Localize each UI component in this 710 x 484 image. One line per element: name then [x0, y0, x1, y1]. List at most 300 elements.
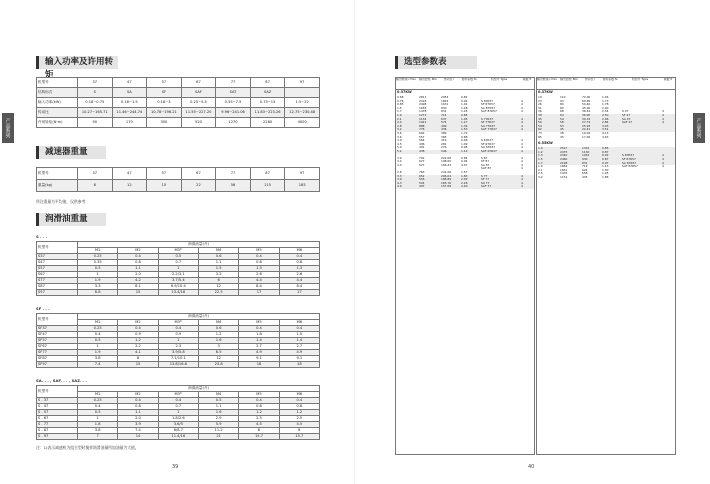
- selection-cell: 1.0: [538, 146, 543, 151]
- selection-cell: 3.51: [602, 127, 609, 132]
- selection-cell: 637: [441, 116, 447, 121]
- oil-cell: 1.1: [118, 266, 158, 272]
- oil-cell: 0.5: [78, 338, 118, 344]
- selection-cell: 0.84: [461, 155, 468, 160]
- table-cell: 77: [216, 168, 251, 180]
- oil-cell: 0.8: [118, 260, 158, 266]
- oil-cell: 3.8: [78, 356, 118, 362]
- selection-cell: 888: [419, 123, 425, 128]
- selection-cell: 4: [521, 116, 523, 121]
- selection-cell: SAF 67R37: [481, 149, 497, 153]
- oil-cell: 4.5: [279, 422, 319, 428]
- selection-cell: 4: [662, 160, 664, 165]
- mount-position-header: M3¹⁾: [158, 392, 198, 398]
- selection-cell: 1.57: [461, 170, 468, 174]
- oil-cell: 4.9: [239, 350, 279, 356]
- selection-cell: 23: [538, 98, 542, 103]
- selection-row: [536, 136, 676, 140]
- selection-cell: 831: [582, 160, 588, 165]
- selection-cell: 1134: [419, 116, 427, 121]
- selection-cell: 1151: [560, 175, 568, 179]
- oil-cell: 8: [279, 428, 319, 434]
- selection-cell: 4: [521, 162, 523, 167]
- oil-cell: 1.6: [198, 410, 238, 416]
- selection-cell: 4: [521, 149, 523, 153]
- table-row: [37, 98, 320, 108]
- selection-cell: 93: [560, 98, 564, 103]
- group-sf-label: SF . . .: [36, 306, 50, 311]
- table-cell: 97: [285, 78, 320, 88]
- mount-position-header: M6: [279, 320, 319, 326]
- selection-cell: 524: [419, 180, 425, 185]
- selection-cell: 574: [441, 120, 447, 125]
- oil-volume-header: 润滑油量(升): [78, 242, 320, 248]
- selection-cell: 0.88: [461, 134, 468, 139]
- mount-position-header: M5: [239, 320, 279, 326]
- page-number-right: 40: [528, 464, 535, 470]
- selection-cell: 4: [662, 116, 664, 121]
- selection-cell: 38: [560, 131, 564, 135]
- selection-cell: S 87: [481, 155, 488, 160]
- table-cell: 10.27~165.71: [78, 108, 113, 118]
- weight-note: 所注重量为平均值，仅供参考: [36, 199, 86, 204]
- selection-col-header: 极数 P: [522, 77, 532, 81]
- selection-cell: 702: [419, 155, 425, 160]
- table-cell: 10.78~196.21: [147, 108, 182, 118]
- selection-cell: 2.8: [397, 170, 402, 174]
- selection-cell: 4.07: [461, 162, 468, 167]
- selection-cell: 1.28: [461, 105, 468, 110]
- selection-cell: 4: [521, 141, 523, 146]
- selection-cell: 35: [560, 134, 564, 139]
- mount-position-header: M3¹⁾: [158, 248, 198, 254]
- oil-cell: 7: [78, 434, 118, 440]
- oil-cell: 7.1/10.1: [158, 356, 198, 362]
- selection-cell: 45.00: [582, 105, 591, 110]
- mount-position-header: M4: [198, 320, 238, 326]
- selection-cell: 50.40: [582, 102, 591, 107]
- selection-cell: 1021: [419, 120, 427, 125]
- oil-cell: 0.6: [198, 326, 238, 332]
- oil-cell: 5.9: [198, 422, 238, 428]
- table-row: [37, 168, 320, 180]
- selection-cell: 53: [560, 123, 564, 128]
- selection-cell: 0.68: [397, 95, 404, 99]
- table-row: [37, 362, 320, 368]
- table-cell: 90: [78, 118, 113, 128]
- selection-cell: 1.09: [461, 141, 468, 146]
- table-cell: 97: [285, 168, 320, 180]
- selection-cell: 930: [441, 105, 447, 110]
- table-row: [37, 434, 320, 440]
- oil-cell: 0.5: [198, 398, 238, 404]
- table-cell: 1.5~22: [285, 98, 320, 108]
- table-cell: 11.55~227.20: [181, 108, 216, 118]
- table-cell: 9.96~241.06: [216, 108, 251, 118]
- selection-cell: 1.78: [602, 102, 609, 107]
- oil-cell: 1: [78, 416, 118, 422]
- selection-cell: 1.3: [538, 153, 543, 158]
- selection-cell: 4.0: [397, 162, 402, 167]
- mount-position-header: M1: [78, 392, 118, 398]
- oil-cell: 3.9/5.8: [158, 350, 198, 356]
- selection-cell: 1651: [560, 167, 568, 172]
- selection-cell: 436: [441, 127, 447, 132]
- oil-cell: 8: [118, 356, 158, 362]
- oil-cell: 0.25: [78, 326, 118, 332]
- selection-cell: SF 77R37: [481, 120, 495, 125]
- selection-cell: 19.04: [582, 131, 591, 135]
- selection-col-header: 极数 P: [663, 77, 673, 81]
- selection-cell: SF 67R37: [481, 141, 495, 146]
- selection-cell: 1.86: [602, 175, 609, 179]
- oil-cell: 3.7/5.4: [158, 278, 198, 284]
- selection-cell: 4.13: [602, 131, 609, 135]
- selection-cell: 54: [560, 116, 564, 121]
- selection-cell: 2.28: [461, 180, 468, 185]
- selection-cell: 188.89: [441, 177, 452, 182]
- selection-cell: 45: [538, 116, 542, 121]
- table-cell: 57: [147, 168, 182, 180]
- oil-cell: 8.4: [239, 284, 279, 290]
- selection-cell: 2.09: [461, 177, 468, 182]
- selection-cell: 4: [521, 109, 523, 114]
- selection-cell: 222.00: [441, 155, 452, 160]
- selection-cell: 0.85: [602, 146, 609, 151]
- selection-cell: 4: [662, 113, 664, 117]
- table-cell: S: [78, 88, 113, 98]
- selection-cell: 1.45: [602, 171, 609, 176]
- oil-cell: 18: [239, 362, 279, 368]
- table-cell: 37: [78, 168, 113, 180]
- selection-cell: 4: [521, 102, 523, 107]
- oil-cell: 6: [198, 278, 238, 284]
- selection-cell: 389: [441, 131, 447, 135]
- selection-col-header: 机型号 Type: [631, 77, 649, 81]
- table-cell: 57: [147, 78, 182, 88]
- selection-cell: 2054: [441, 95, 449, 99]
- oil-cell: 0.7: [158, 260, 198, 266]
- oil-cell: 11.2: [198, 428, 238, 434]
- selection-cell: 1655: [419, 105, 427, 110]
- oil-cell: 0.8: [239, 260, 279, 266]
- table-cell: 8: [78, 180, 113, 192]
- table-cell: 87: [250, 168, 285, 180]
- selection-cell: 3.0: [397, 155, 402, 160]
- selection-cell: 627: [419, 159, 425, 164]
- selection-cell: 2.34: [602, 109, 609, 114]
- selection-cell: 45: [560, 127, 564, 132]
- selection-cell: 3.3: [397, 173, 402, 178]
- mount-position-header: M1: [78, 320, 118, 326]
- selection-cell: 4: [521, 123, 523, 128]
- selection-cell: 1476: [560, 171, 568, 176]
- table-cell: 12.75~230.48: [285, 108, 320, 118]
- oil-cell: 6.8: [78, 290, 118, 296]
- oil-cell: 4.5: [239, 422, 279, 428]
- selection-cell: 1.73: [602, 98, 609, 103]
- oil-cell: 1: [78, 272, 118, 278]
- selection-cell: 624: [582, 167, 588, 172]
- model-cell: S87: [37, 284, 78, 290]
- oil-cell: 17: [239, 290, 279, 296]
- selection-cell: 4: [521, 120, 523, 125]
- mount-position-header: M2: [118, 392, 158, 398]
- selection-cell: 491: [419, 145, 425, 150]
- selection-cell: 0.87: [602, 149, 609, 154]
- oil-cell: 7.4: [118, 428, 158, 434]
- selection-cell: 281: [441, 141, 447, 146]
- oil-cell: 12: [198, 284, 238, 290]
- group-s-label: S . . .: [36, 234, 48, 239]
- oil-cell: 12: [198, 356, 238, 362]
- selection-cell: 2198: [560, 160, 568, 165]
- oil-cell: 0.8: [239, 404, 279, 410]
- selection-cell: 3.6: [397, 134, 402, 139]
- selection-cell: 4.3: [397, 180, 402, 185]
- selection-cell: 22.41: [582, 127, 591, 132]
- selection-cell: 3.4: [397, 159, 402, 164]
- selection-cell: 4: [662, 120, 664, 125]
- table-cell: 2280: [250, 118, 285, 128]
- oil-cell: 2.0: [118, 272, 158, 278]
- table-cell: 170: [112, 118, 147, 128]
- oil-cell: 1.3: [239, 266, 279, 272]
- selection-cell: 1271: [419, 113, 427, 117]
- oil-cell: 0.9: [118, 332, 158, 338]
- oil-cell: 0.4: [239, 398, 279, 404]
- selection-cell: 2.40: [461, 184, 468, 189]
- selection-cell: 4.9: [397, 184, 402, 189]
- table-cell: 56: [216, 180, 251, 192]
- selection-cell: 1332: [582, 146, 590, 151]
- selection-cell: 157.08: [441, 184, 452, 189]
- selection-cell: 4: [521, 138, 523, 143]
- table-cell: SAF: [181, 88, 216, 98]
- table-cell: 0.75~15: [250, 98, 285, 108]
- row-label: 机型号: [37, 168, 78, 180]
- oil-volume-header: 润滑油量(升): [78, 386, 320, 392]
- selection-cell: 50: [538, 120, 542, 125]
- selection-col-header: 传动比 i: [584, 77, 596, 81]
- table-cell: SA: [112, 88, 147, 98]
- selection-cell: 2340: [560, 153, 568, 158]
- table-cell: 67: [181, 78, 216, 88]
- oil-cell: 1.3: [279, 266, 319, 272]
- selection-cell: 64: [560, 113, 564, 117]
- selection-cell: 1.17: [461, 120, 468, 125]
- row-label: 机型号: [37, 78, 78, 88]
- oil-cell: 0.8: [279, 404, 319, 410]
- selection-cell: 1130: [582, 149, 590, 154]
- selection-cell: 1032: [582, 153, 590, 158]
- oil-volume-header: 润滑油量(升): [78, 314, 320, 320]
- oil-table-s: [36, 241, 320, 296]
- selection-cell: 365: [441, 134, 447, 139]
- oil-cell: 0.35: [78, 260, 118, 266]
- selection-cell: 719: [582, 164, 588, 169]
- group-sa-label: SA. . . , SAF. . . , SAZ. . .: [36, 378, 87, 383]
- oil-cell: 8.1: [118, 284, 158, 290]
- selection-table-right: [536, 77, 676, 455]
- table-row: [37, 78, 320, 88]
- power-kw-label: 0.37KW: [538, 90, 553, 94]
- oil-cell: 2.2/3.1: [158, 272, 198, 278]
- row-label: 许用转矩(N·m): [37, 118, 78, 128]
- oil-cell: 1: [158, 338, 198, 344]
- selection-cell: 2.8: [397, 123, 402, 128]
- selection-cell: 85: [538, 134, 542, 139]
- selection-cell: 558: [582, 171, 588, 176]
- row-label: 重量(kg): [37, 180, 78, 192]
- selection-row: [395, 185, 535, 189]
- selection-cell: 497: [419, 184, 425, 189]
- table-cell: 300: [147, 118, 182, 128]
- selection-col-header: 传动比 i: [443, 77, 455, 81]
- oil-cell: 15.7: [239, 434, 279, 440]
- selection-cell: 714: [441, 113, 447, 117]
- selection-cell: 1478: [419, 109, 427, 114]
- selection-cell: 80: [560, 105, 564, 110]
- oil-cell: 6/8.7: [158, 428, 198, 434]
- selection-cell: 27.74: [582, 120, 591, 125]
- page-number-left: 39: [172, 464, 179, 470]
- selection-cell: 1.9: [538, 164, 543, 169]
- selection-cell: SAF 87: [481, 166, 492, 171]
- oil-cell: 8.4: [279, 284, 319, 290]
- selection-cell: SA 77: [481, 180, 490, 185]
- selection-cell: 2811: [419, 95, 427, 99]
- selection-col-header: 使用系数 fs: [602, 77, 618, 81]
- power-kw-label: 0.55KW: [538, 141, 553, 146]
- model-cell: S67: [37, 272, 78, 278]
- selection-cell: SF 87: [481, 159, 490, 164]
- mount-position-header: M6: [279, 248, 319, 254]
- mount-position-header: M4: [198, 248, 238, 254]
- oil-cell: 1.1: [198, 260, 238, 266]
- selection-cell: 527: [419, 162, 425, 167]
- table-cell: 47: [112, 168, 147, 180]
- table-cell: 77: [216, 78, 251, 88]
- selection-cell: 2460: [560, 157, 568, 161]
- oil-table-sf: [36, 313, 320, 368]
- selection-cell: 4: [662, 109, 664, 114]
- mount-position-header: M4: [198, 392, 238, 398]
- model-cell: SF87: [37, 356, 78, 362]
- mount-position-header: M2: [118, 320, 158, 326]
- selection-cell: SA 87R57: [622, 160, 637, 165]
- selection-cell: 776: [419, 127, 425, 132]
- oil-cell: 0.4: [279, 254, 319, 260]
- model-cell: SF77: [37, 350, 78, 356]
- oil-cell: 1: [78, 344, 118, 350]
- selection-cell: 652: [419, 173, 425, 178]
- oil-cell: 3.3: [78, 284, 118, 290]
- selection-cell: SA 77R37: [481, 123, 496, 128]
- oil-cell: 0.4: [118, 254, 158, 260]
- oil-cell: 0.25: [78, 398, 118, 404]
- table-cell: 185: [285, 180, 320, 192]
- selection-cell: 1.34: [461, 123, 468, 128]
- selection-cell: 2.84: [602, 120, 609, 125]
- selection-cell: 58: [560, 120, 564, 125]
- mount-position-header: M3¹⁾: [158, 320, 198, 326]
- selection-cell: 4: [521, 145, 523, 150]
- selection-cell: 1824: [441, 98, 449, 103]
- model-cell: SF47: [37, 332, 78, 338]
- selection-cell: 4: [521, 177, 523, 182]
- oil-cell: 4.2: [118, 278, 158, 284]
- selection-cell: 0.82: [461, 95, 468, 99]
- selection-cell: 4.5: [397, 141, 402, 146]
- selection-cell: 246: [441, 149, 447, 153]
- model-cell: S . 67: [37, 416, 78, 422]
- selection-cell: 26: [538, 102, 542, 107]
- selection-row: [395, 150, 535, 154]
- oil-cell: 0.8: [118, 404, 158, 410]
- oil-cell: 1.2: [118, 338, 158, 344]
- oil-cell: 13.8/16.8: [158, 362, 198, 368]
- selection-cell: 5.0: [397, 145, 402, 150]
- oil-cell: 6.9/10.4: [158, 284, 198, 290]
- selection-cell: 31: [538, 105, 542, 110]
- oil-cell: 14: [118, 434, 158, 440]
- oil-cell: 15.7: [279, 434, 319, 440]
- selection-cell: 276: [441, 145, 447, 150]
- model-cell: SF37: [37, 326, 78, 332]
- table-cell: SAT: [216, 88, 251, 98]
- selection-cell: 1.05: [461, 116, 468, 121]
- oil-cell: 0.4: [78, 404, 118, 410]
- oil-cell: 7.4: [78, 362, 118, 368]
- selection-cell: 4: [662, 157, 664, 161]
- oil-cell: 1.2: [239, 410, 279, 416]
- oil-cell: 11.4/16: [158, 434, 198, 440]
- table-cell: 37: [78, 78, 113, 88]
- selection-cell: 1631: [441, 102, 449, 107]
- selection-header: [536, 77, 676, 90]
- section-lube-oil-title: 润滑油重量: [36, 213, 106, 226]
- oil-cell: 1: [158, 266, 198, 272]
- section-input-power-title: 输入功率及许用转矩: [36, 56, 118, 69]
- model-cell: S47: [37, 260, 78, 266]
- oil-cell: 4.4: [279, 278, 319, 284]
- model-cell: S . 37: [37, 398, 78, 404]
- table-cell: 15: [147, 180, 182, 192]
- selection-col-header: 使用系数 fs: [461, 77, 477, 81]
- oil-cell: 0.5: [78, 266, 118, 272]
- selection-cell: 1.5: [538, 157, 543, 161]
- table-cell: 0.18~3: [147, 98, 182, 108]
- selection-cell: SA 87: [481, 162, 490, 167]
- oil-cell: 4.4: [239, 278, 279, 284]
- selection-cell: 2.50: [602, 113, 609, 117]
- oil-cell: 9.1: [239, 356, 279, 362]
- selection-cell: 2.96: [602, 116, 609, 121]
- mount-position-header: M2: [118, 248, 158, 254]
- selection-cell: 435: [582, 175, 588, 179]
- selection-cell: 110: [560, 95, 566, 99]
- table-cell: SAZ: [250, 88, 285, 98]
- table-cell: 12: [112, 180, 147, 192]
- selection-cell: 438: [419, 149, 425, 153]
- oil-cell: 21: [198, 434, 238, 440]
- selection-cell: 198.00: [441, 159, 452, 164]
- oil-cell: 15: [118, 362, 158, 368]
- selection-cell: SAF 87R57: [622, 164, 638, 169]
- oil-cell: 0.8: [279, 260, 319, 266]
- col-model-header: 机型号: [37, 314, 78, 326]
